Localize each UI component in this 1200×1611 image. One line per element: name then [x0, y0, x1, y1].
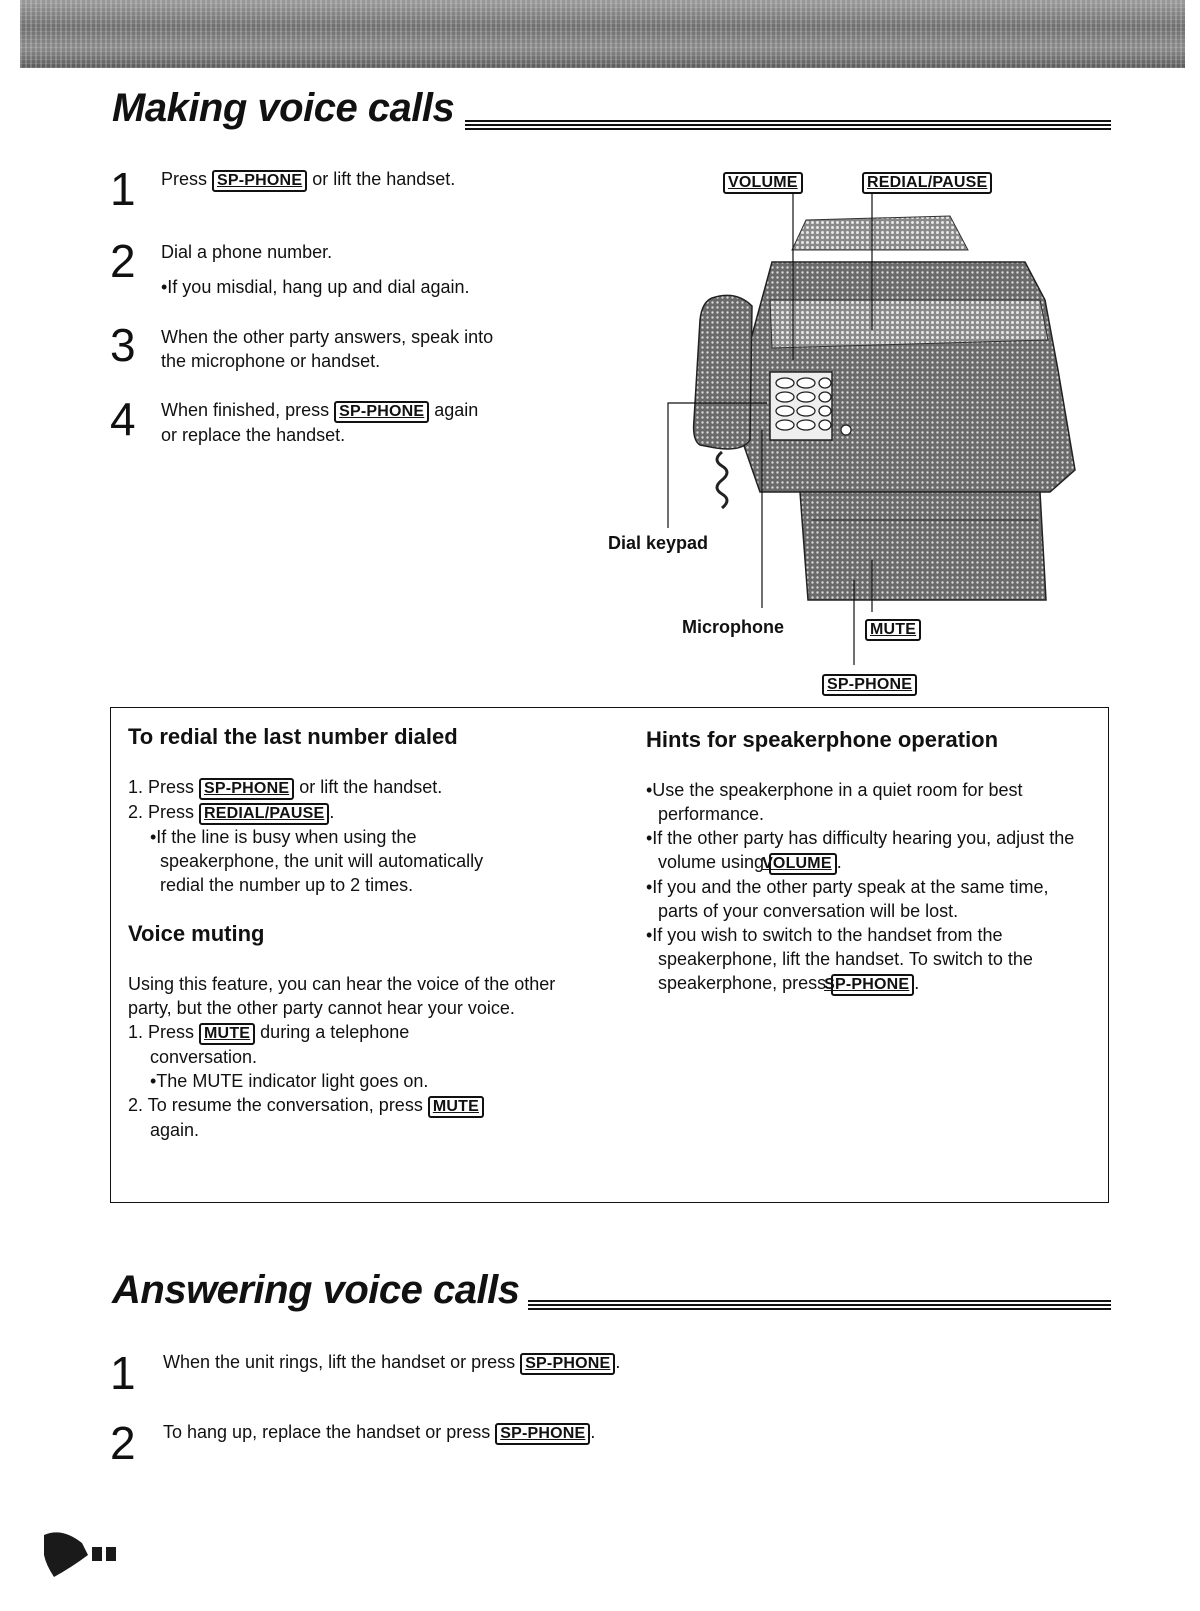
step-3-text: When the other party answers, speak into the microphone or handset.	[161, 327, 494, 371]
answer-step-1-text: When the unit rings, lift the handset or press SP-PHONE .	[163, 1350, 620, 1375]
mute-key: MUTE	[199, 1023, 255, 1045]
voice-muting-heading: Voice muting	[128, 921, 265, 946]
step-number-4: 4	[110, 393, 136, 445]
fax-machine-illustration	[0, 0, 1200, 700]
mute-key: MUTE	[428, 1096, 484, 1118]
hints-heading: Hints for speakerphone operation	[646, 727, 999, 752]
sp-phone-key: SP-PHONE	[199, 778, 294, 800]
sp-phone-key: SP-PHONE	[831, 974, 914, 996]
step-4-text: When finished, press SP-PHONE again or replace the handset.	[161, 400, 479, 445]
volume-key: VOLUME	[769, 853, 837, 875]
answer-step-number-1: 1	[110, 1347, 136, 1399]
voice-muting-instructions: Using this feature, you can hear the voice of the other party, but the other party cannot hear your voice. 1. Press MUTE during a telephone conversation. •The MUTE indicator light goes on. 2. To resume the conversation, press MUTE again.	[128, 974, 556, 1140]
sp-phone-key: SP-PHONE	[520, 1353, 615, 1375]
section-title-answering: Answering voice calls	[112, 1268, 520, 1312]
step-number-2: 2	[110, 235, 136, 287]
step-number-1: 1	[110, 163, 136, 215]
step-number-3: 3	[110, 319, 136, 371]
mute-callout: MUTE	[865, 618, 921, 641]
info-box	[110, 707, 1109, 1203]
sp-phone-key: SP-PHONE	[334, 401, 429, 423]
redial-instructions: 1. Press SP-PHONE or lift the handset. 2. Press REDIAL/PAUSE . •If the line is busy when using the speakerphone, the unit will automatically redial the number up to 2 times.	[128, 777, 484, 895]
step-1-text: Press SP-PHONE or lift the handset.	[161, 167, 455, 192]
step-2-text: Dial a phone number. •If you misdial, hang up and dial again.	[161, 242, 470, 297]
sp-phone-key: SP-PHONE	[212, 170, 307, 192]
volume-callout: VOLUME	[723, 171, 803, 194]
sp-phone-key: SP-PHONE	[495, 1423, 590, 1445]
microphone-callout: Microphone	[682, 617, 784, 637]
answer-step-number-2: 2	[110, 1417, 136, 1469]
hints-list: •Use the speakerphone in a quiet room for best performance. •If the other party has difficulty hearing you, adjust the volume using VOLUME . •If you and the other party speak at the same time, parts of your conversation will be lost. •If you wish to switch to the handset from the speakerphone, lift the handset. To switch to the speakerphone, press SP-PHONE .	[646, 778, 1086, 996]
redial-pause-callout: REDIAL/PAUSE	[862, 171, 992, 194]
dial-keypad-callout: Dial keypad	[608, 533, 709, 553]
redial-pause-key: REDIAL/PAUSE	[199, 803, 329, 825]
sp-phone-callout: SP-PHONE	[822, 673, 917, 696]
section-title-making: Making voice calls	[112, 86, 455, 130]
redial-heading: To redial the last number dialed	[128, 724, 458, 749]
answer-step-2-text: To hang up, replace the handset or press SP-PHONE .	[163, 1420, 595, 1445]
page-corner-mark	[42, 1525, 152, 1585]
